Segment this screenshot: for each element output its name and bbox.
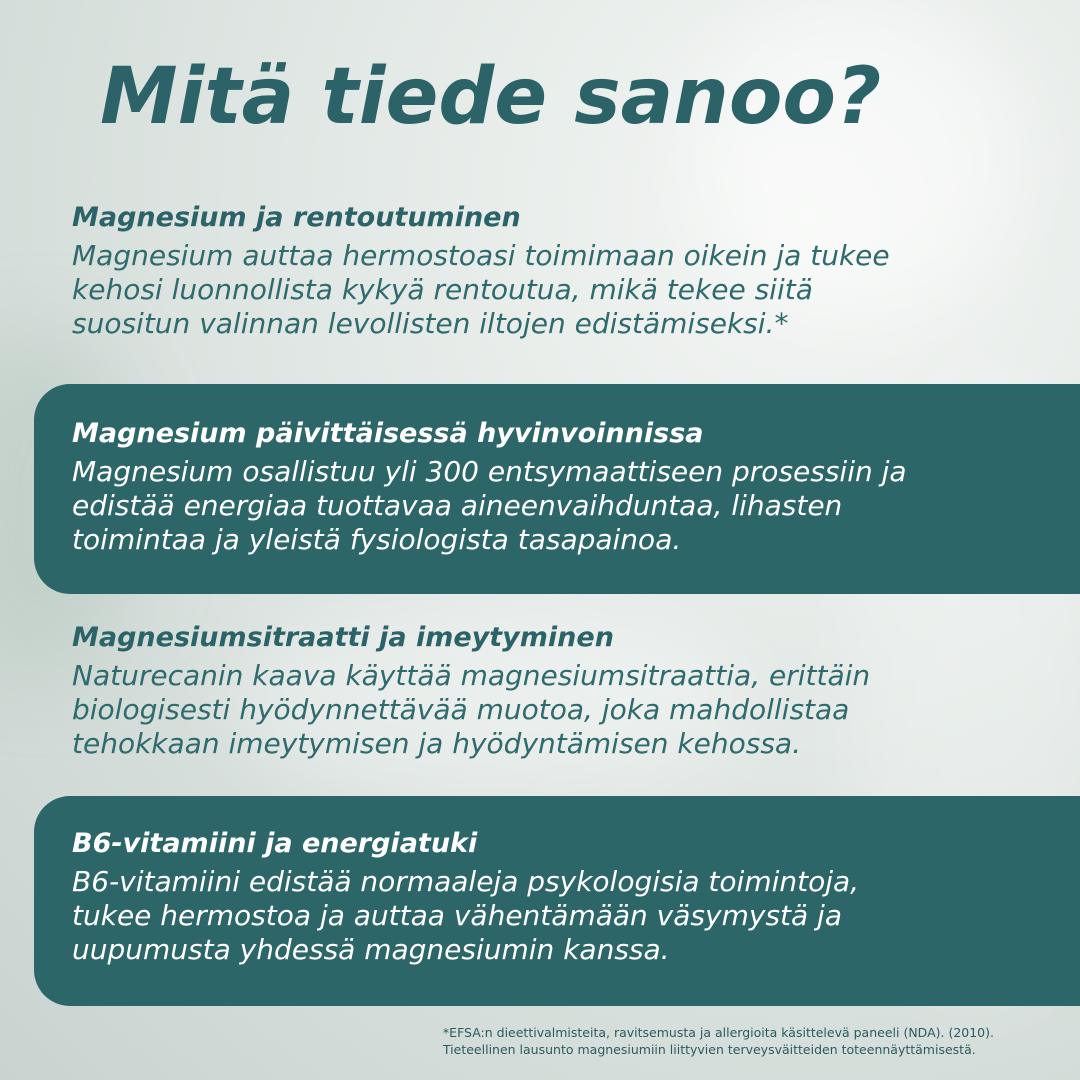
section-b6-energy	[72, 828, 1047, 967]
section-body: B6-vitamiini edistää normaaleja psykologisia toimintoja, tukee hermostoa ja auttaa vähentämään väsymystä ja uupumusta yhdessä magnesiumin kanssa.	[72, 865, 860, 966]
section-heading: Magnesium päivittäisessä hyvinvoinnissa	[72, 418, 704, 449]
section-heading: Magnesiumsitraatti ja imeytyminen	[72, 622, 614, 653]
section-absorption	[72, 622, 1047, 761]
section-heading: B6-vitamiini ja energiatuki	[72, 828, 478, 859]
footnote: *EFSA:n dieettivalmisteita, ravitsemusta ja allergioita käsittelevä paneeli (NDA). (2010). Tieteellinen lausunto magnesiumiin liittyvien terveysväitteiden toteennäyttämisestä.	[442, 1025, 994, 1057]
section-body: Naturecanin kaava käyttää magnesiumsitraattia, erittäin biologisesti hyödynnettävää muotoa, joka mahdollistaa tehokkaan imeytymisen ja hyödyntämisen kehossa.	[72, 659, 871, 760]
section-daily-wellbeing	[72, 418, 1047, 557]
section-body: Magnesium auttaa hermostoasi toimimaan oikein ja tukee kehosi luonnollista kykyä rentoutua, mikä tekee siitä suositun valinnan levollisten iltojen edistämiseksi.*	[72, 239, 890, 340]
section-body: Magnesium osallistuu yli 300 entsymaattiseen prosessiin ja edistää energiaa tuottavaa aineenvaihduntaa, lihasten toimintaa ja yleistä fysiologista tasapainoa.	[72, 455, 907, 556]
section-relaxation	[72, 202, 1047, 341]
page-title: Mitä tiede sanoo?	[100, 52, 882, 142]
section-heading: Magnesium ja rentoutuminen	[72, 202, 521, 233]
